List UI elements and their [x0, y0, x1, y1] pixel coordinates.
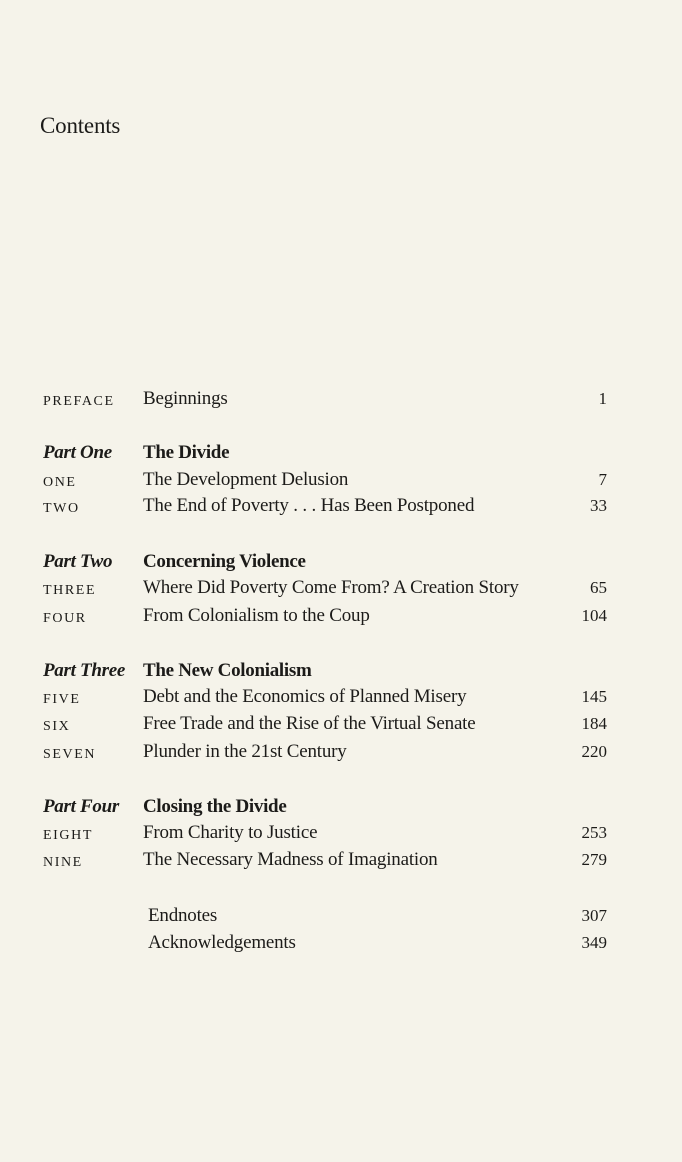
toc-part-heading[interactable]	[0, 658, 682, 684]
part-label: Part One	[43, 442, 112, 463]
chapter-title: Plunder in the 21st Century	[143, 741, 347, 762]
chapter-label: EIGHT	[43, 828, 93, 843]
chapter-label: FIVE	[43, 692, 81, 707]
part-label: Part Four	[43, 796, 119, 817]
toc-part-heading[interactable]	[0, 440, 682, 466]
chapter-page-number: 253	[581, 823, 607, 842]
chapter-title: The End of Poverty . . . Has Been Postponed	[143, 495, 475, 516]
chapter-label: ONE	[43, 475, 77, 490]
chapter-title: From Charity to Justice	[143, 822, 318, 843]
toc-entry[interactable]	[0, 467, 682, 493]
chapter-label: SIX	[43, 719, 71, 734]
chapter-label: FOUR	[43, 611, 87, 626]
toc-entry[interactable]	[0, 575, 682, 601]
chapter-label: THREE	[43, 583, 97, 598]
chapter-title: Debt and the Economics of Planned Misery	[143, 686, 467, 707]
entry-page-number: 1	[598, 389, 607, 408]
chapter-page-number: 220	[581, 742, 607, 761]
chapter-label: TWO	[43, 501, 80, 516]
entry-label: PREFACE	[43, 394, 115, 409]
part-label: Part Three	[43, 660, 125, 681]
chapter-page-number: 145	[581, 687, 607, 706]
chapter-title: The Development Delusion	[143, 469, 349, 490]
chapter-title: The Necessary Madness of Imagination	[143, 849, 438, 870]
chapter-title: Free Trade and the Rise of the Virtual Senate	[143, 713, 476, 734]
chapter-page-number: 65	[590, 578, 607, 597]
entry-title: Endnotes	[148, 905, 218, 926]
toc-entry[interactable]	[0, 603, 682, 629]
toc-entry[interactable]	[0, 739, 682, 765]
toc-entry-preface[interactable]	[0, 386, 682, 412]
toc-entry[interactable]	[0, 711, 682, 737]
toc-entry-acknowledgements[interactable]	[0, 930, 682, 956]
entry-title: Acknowledgements	[148, 932, 296, 953]
entry-page-number: 349	[581, 933, 607, 952]
entry-page-number: 307	[581, 906, 607, 925]
toc-entry[interactable]	[0, 820, 682, 846]
chapter-page-number: 7	[598, 470, 607, 489]
toc-entry-endnotes[interactable]	[0, 903, 682, 929]
chapter-page-number: 104	[581, 606, 607, 625]
toc-entry[interactable]	[0, 493, 682, 519]
chapter-title: Where Did Poverty Come From? A Creation Story	[143, 577, 519, 598]
chapter-label: SEVEN	[43, 747, 97, 762]
toc-part-heading[interactable]	[0, 794, 682, 820]
chapter-page-number: 184	[581, 714, 607, 733]
part-title: The New Colonialism	[143, 660, 312, 681]
part-title: The Divide	[143, 442, 230, 463]
toc-entry[interactable]	[0, 684, 682, 710]
chapter-page-number: 33	[590, 496, 607, 515]
part-title: Closing the Divide	[143, 796, 287, 817]
entry-title: Beginnings	[143, 388, 228, 409]
page-title: Contents	[40, 113, 121, 138]
part-title: Concerning Violence	[143, 551, 306, 572]
chapter-label: NINE	[43, 855, 83, 870]
toc-entry[interactable]	[0, 847, 682, 873]
chapter-title: From Colonialism to the Coup	[143, 605, 370, 626]
chapter-page-number: 279	[581, 850, 607, 869]
toc-part-heading[interactable]	[0, 549, 682, 575]
part-label: Part Two	[43, 551, 113, 572]
